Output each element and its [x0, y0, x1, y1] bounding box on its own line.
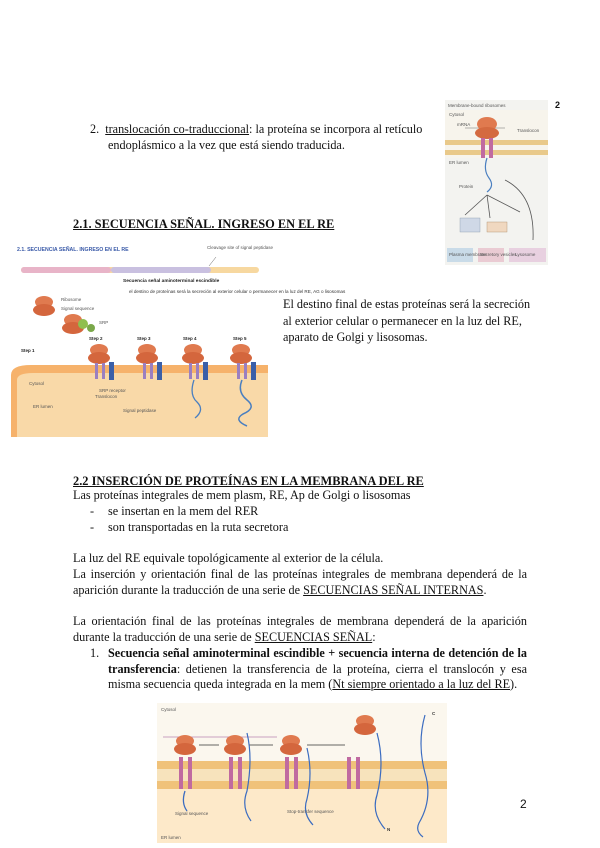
list-item-1-bold: Secuencia señal aminoterminal escindible + secuencia interna de detención de la transferencia	[108, 646, 527, 676]
bullet-item-2: - son transportadas en la ruta secretora	[90, 520, 289, 534]
p2-term: SECUENCIAS SEÑAL INTERNAS	[303, 582, 484, 597]
fig21-label-er-lumen: ER lumen	[33, 404, 53, 409]
p3-text: La orientación final de las proteínas integrales de membrana dependerá de la aparición durante la traducción de una serie de	[73, 614, 527, 644]
membrane-ribosome-figure	[445, 100, 548, 265]
membrane-insertion-figure	[157, 703, 447, 843]
p3-term: SECUENCIAS SEÑAL	[254, 629, 373, 644]
page-number-top: 2	[555, 100, 561, 110]
step-3: Step 3	[137, 336, 151, 341]
figure-21-desc: el destino de proteínas será la secreción al exterior celular o permanecer en la luz del RE, AG o lisosomas	[129, 289, 346, 294]
signal-sequence-figure	[11, 240, 346, 437]
fig-label-translocon: Translocon	[517, 128, 540, 133]
intro-item-line2: endoplásmico a la vez que está siendo traducida.	[108, 138, 345, 152]
fig-label-plasma-membrane: Plasma membrane	[449, 252, 487, 257]
list-item-1-end: ).	[510, 677, 518, 691]
page-number-bottom: 2	[520, 797, 527, 811]
step-2: Step 2	[89, 336, 103, 341]
fig21-label-receptor: SRP receptor	[99, 388, 126, 393]
fig21-label-ribosome: Ribosome	[61, 297, 82, 302]
figure-21-seq-title: Secuencia señal aminoterminal escindible	[123, 279, 220, 284]
section-21-text: El destino final de estas proteínas será la secreción al exterior celular o permanecer en la luz del RE, aparato de Golgi y lisosomas.	[283, 297, 531, 344]
fig21-label-peptidase: Signal peptidase	[123, 408, 157, 413]
section-22-p3	[73, 614, 527, 645]
fig-label-protein: Protein	[459, 184, 474, 189]
fig-label-lysosome: Lysosome	[515, 252, 536, 257]
intro-item	[90, 122, 435, 138]
step-5: Step 5	[233, 336, 247, 341]
list-item-1-number: 1.	[90, 646, 100, 660]
fig21-label-translocon: Translocon	[95, 394, 118, 399]
bullet-text-1: se insertan en la mem del RER	[108, 504, 259, 518]
step-1: Step 1	[21, 348, 35, 353]
fig22-label-signal: Signal sequence	[175, 811, 209, 816]
list-item-1	[108, 646, 527, 693]
section-21-heading: 2.1. SECUENCIA SEÑAL. INGRESO EN EL RE	[73, 217, 335, 231]
section-22-p1: La luz del RE equivale topológicamente al exterior de la célula.	[73, 551, 384, 565]
p2-text: La inserción y orientación final de las proteínas integrales de membrana dependerá de la aparición durante la traducción de una serie de	[73, 567, 527, 597]
fig-label-mrna: mRNA	[457, 122, 471, 127]
fig22-label-er-lumen: ER lumen	[161, 835, 181, 840]
fig-label-er-lumen: ER lumen	[449, 160, 469, 165]
list-item-1-term: Nt siempre orientado a la luz del RE	[332, 677, 511, 691]
list-item-1-text: : detienen la transferencia de la proteína, cierra el translocón y esa misma secuencia queda integrada en la mem (	[108, 661, 527, 691]
bullet-text-2: son transportadas en la ruta secretora	[108, 520, 289, 534]
fig21-label-srp: SRP	[99, 320, 109, 325]
fig22-label-stop: Stop-transfer sequence	[287, 809, 334, 814]
bullet-item-1: - se insertan en la mem del RER	[90, 504, 259, 518]
section-22-p2	[73, 567, 527, 598]
section-22-heading: 2.2 INSERCIÓN DE PROTEÍNAS EN LA MEMBRANA DEL RE	[73, 474, 424, 488]
p3-end: :	[372, 629, 376, 644]
p2-end: .	[483, 582, 487, 597]
section-22-intro: Las proteínas integrales de mem plasm, RE, Ap de Golgi o lisosomas	[73, 488, 411, 502]
intro-item-term: translocación co-traduccional	[105, 122, 250, 136]
intro-item-number: 2.	[90, 122, 100, 136]
figure-title: Membrane-bound ribosomes	[448, 103, 506, 108]
fig22-label-cytosol: Cytosol	[161, 707, 177, 712]
fig22-label-c: C	[432, 711, 436, 716]
fig-label-secretory: Secretory vesicles	[480, 252, 517, 257]
figure-21-title: 2.1. SECUENCIA SEÑAL. INGRESO EN EL RE	[17, 247, 129, 253]
fig-label-cytosol: Cytosol	[449, 112, 465, 117]
figure-21-callout: Cleavage site of signal peptidase	[207, 245, 274, 250]
step-labels	[21, 336, 247, 353]
fig22-label-n: N	[387, 827, 391, 832]
amino-acid-sequence	[21, 267, 259, 273]
intro-item-rest: : la proteína se incorpora al retículo	[249, 122, 423, 136]
fig21-label-signal: Signal sequence	[61, 306, 95, 311]
fig21-label-cytosol: Cytosol	[29, 381, 45, 386]
step-4: Step 4	[183, 336, 197, 341]
